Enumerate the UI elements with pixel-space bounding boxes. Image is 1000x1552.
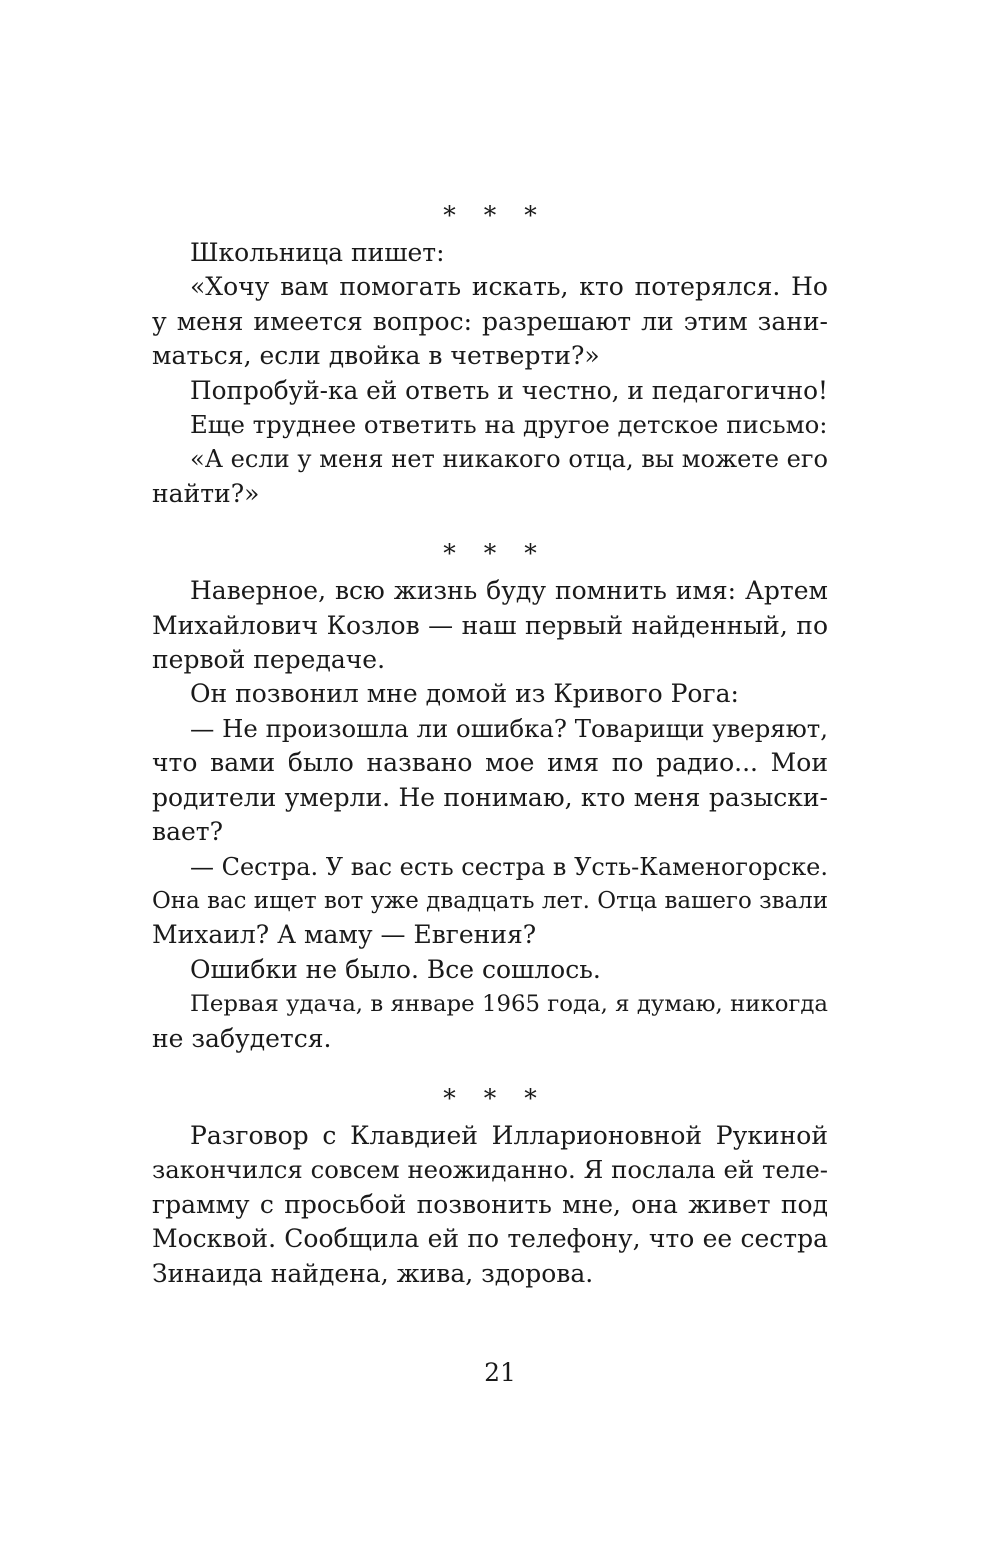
text-line: Зинаида найдена, жива, здорова. (152, 1258, 594, 1288)
paragraph (152, 677, 828, 711)
page-number: 21 (484, 1358, 516, 1387)
paragraph (152, 712, 828, 850)
section-gap (152, 511, 828, 538)
paragraph (152, 1119, 828, 1291)
text-line: Она вас ищет вот уже двадцать лет. Отца вашего звали (152, 887, 828, 914)
paragraph (152, 270, 828, 373)
text-line: — Не произошла ли ошибка? Товарищи уверяют, (190, 713, 828, 743)
text-line: Попробуй-ка ей ответь и честно, и педагогично! (190, 375, 828, 405)
text-line: Разговор с Клавдией Илларионовной Рукиной (190, 1120, 828, 1150)
text-line: что вами было названо мое имя по радио... Мои (152, 748, 828, 778)
text-line: вает? (152, 817, 224, 847)
text-line: найти?» (152, 478, 260, 508)
text-line: у меня имеется вопрос: разрешают ли этим зани- (152, 306, 828, 336)
text-line: Ошибки не было. Все сошлось. (190, 954, 601, 984)
paragraph (152, 953, 828, 987)
paragraph (152, 574, 828, 677)
paragraph (152, 408, 828, 442)
text-line: Москвой. Сообщила ей по телефону, что ее сестра (152, 1224, 828, 1254)
text-line: Наверное, всю жизнь буду помнить имя: Артем (190, 576, 828, 606)
text-line: Первая удача, в январе 1965 года, я думаю, никогда (190, 991, 828, 1018)
text-line: маться, если двойка в четверти?» (152, 341, 600, 371)
paragraph (152, 374, 828, 408)
text-line: Он позвонил мне домой из Кривого Рога: (190, 679, 739, 709)
text-line: — Сестра. У вас есть сестра в Усть-Каменогорске. (190, 852, 828, 881)
text-line: Еще труднее ответить на другое детское письмо: (190, 410, 828, 440)
text-line: грамму с просьбой позвонить мне, она живет под (152, 1189, 828, 1219)
section-divider: * * * (443, 1083, 547, 1113)
text-line: закончился совсем неожиданно. Я послала ей теле- (152, 1155, 828, 1185)
text-line: Михайлович Козлов — наш первый найденный, по (152, 610, 828, 640)
text-line: Школьница пишет: (190, 238, 445, 267)
paragraph (152, 236, 828, 270)
text-line: Михаил? А маму — Евгения? (152, 920, 537, 950)
paragraph (152, 850, 828, 953)
paragraph (152, 442, 828, 511)
text-line: «А если у меня нет никакого отца, вы можете его (190, 445, 828, 474)
section-divider: * * * (443, 539, 547, 569)
paragraph (152, 987, 828, 1056)
text-line: «Хочу вам помогать искать, кто потерялся. Но (190, 272, 828, 302)
text-line: первой передаче. (152, 645, 386, 675)
text-line: родители умерли. Не понимаю, кто меня разыски- (152, 782, 828, 812)
book-page (152, 200, 828, 1291)
section-divider: * * * (443, 201, 547, 230)
section-gap (152, 1056, 828, 1083)
text-line: не забудется. (152, 1023, 332, 1053)
